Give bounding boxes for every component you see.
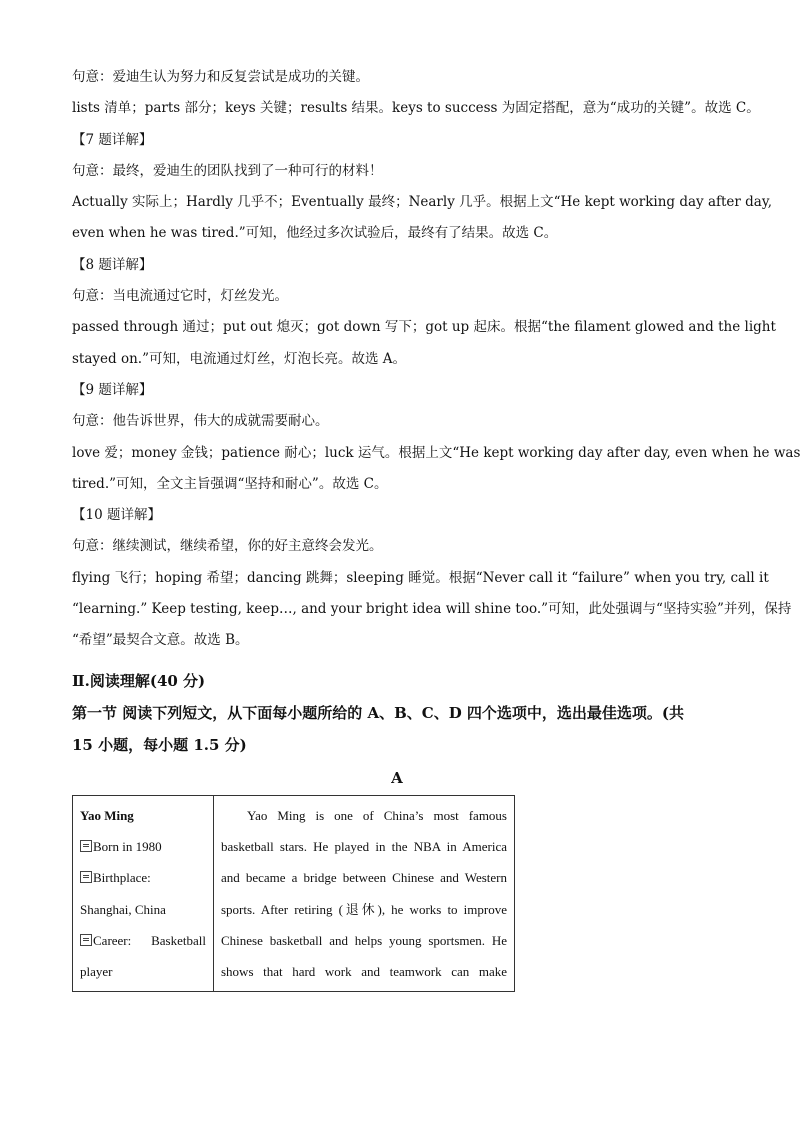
bio-passage-cell: [214, 795, 515, 992]
instruction-line: 第一节 阅读下列短文，从下面每小题所给的 A、B、C、D 四个选项中，选出最佳选项。(共: [72, 703, 685, 722]
bio-career: Career: Basketball: [80, 925, 206, 956]
text-line: 句意：继续测试，继续希望，你的好主意终会发光。: [72, 538, 383, 555]
text-line: passed through 通过；put out 熄灭；got down 写下；got up 起床。根据“the filament glowed and the light: [72, 319, 776, 336]
bio-born: Born in 1980: [80, 831, 206, 862]
passage-line: sports. After retiring (退休), he works to improve: [221, 901, 507, 917]
text-line: tired.”可知，全文主旨强调“坚持和耐心”。故选 C。: [72, 475, 388, 492]
question-heading: 【8 题详解】: [72, 256, 153, 273]
bio-info-cell: [73, 795, 214, 992]
section-heading: Ⅱ.阅读理解(40 分): [72, 671, 206, 690]
bio-name: Yao Ming: [80, 807, 134, 823]
passage-line: Yao Ming is one of China’s most famous: [247, 807, 507, 823]
text-line: 句意：当电流通过它时，灯丝发光。: [72, 288, 288, 305]
bio-birthplace-value: Shanghai, China: [80, 901, 166, 917]
list-bullet-icon: [80, 840, 92, 852]
bio-birthplace: Birthplace:: [80, 862, 206, 893]
question-heading: 【9 题详解】: [72, 381, 153, 398]
text-line: 句意：爱迪生认为努力和反复尝试是成功的关键。: [72, 69, 369, 85]
text-line: “希望”最契合文意。故选 B。: [72, 632, 249, 649]
bio-career-value: player: [80, 964, 113, 980]
passage-line: shows that hard work and teamwork can make: [221, 964, 507, 980]
passage-line: basketball stars. He played in the NBA in America: [221, 838, 507, 854]
list-bullet-icon: [80, 871, 92, 883]
list-bullet-icon: [80, 934, 92, 946]
question-heading: 【7 题详解】: [72, 131, 153, 148]
passage-label: A: [391, 768, 403, 787]
text-line: flying 飞行；hoping 希望；dancing 跳舞；sleeping 睡觉。根据“Never call it “failure” when you try, call it: [72, 569, 769, 586]
text-line: lists 清单；parts 部分；keys 关键；results 结果。keys to success 为固定搭配，意为“成功的关键”。故选 C。: [72, 100, 760, 117]
passage-line: Chinese basketball and helps young sportsmen. He: [221, 932, 507, 948]
document-page: [72, 62, 800, 992]
text-line: 句意：最终，爱迪生的团队找到了一种可行的材料！: [72, 162, 383, 179]
text-line: Actually 实际上；Hardly 几乎不；Eventually 最终；Nearly 几乎。根据上文“He kept working day after day,: [72, 194, 772, 211]
instruction-line: 15 小题，每小题 1.5 分): [72, 735, 247, 754]
bio-table: [72, 795, 515, 993]
text-line: 句意：他告诉世界，伟大的成就需要耐心。: [72, 413, 329, 430]
text-line: stayed on.”可知，电流通过灯丝，灯泡长亮。故选 A。: [72, 350, 407, 367]
question-heading: 【10 题详解】: [72, 507, 161, 524]
passage-line: and became a bridge between Chinese and Western: [221, 870, 507, 886]
text-line: love 爱；money 金钱；patience 耐心；luck 运气。根据上文“He kept working day after day, even when he was: [72, 444, 800, 461]
text-line: “learning.” Keep testing, keep…, and your bright idea will shine too.”可知，此处强调与“坚持实验”并列，保持: [72, 601, 792, 618]
text-line: even when he was tired.”可知，他经过多次试验后，最终有了结果。故选 C。: [72, 225, 558, 242]
